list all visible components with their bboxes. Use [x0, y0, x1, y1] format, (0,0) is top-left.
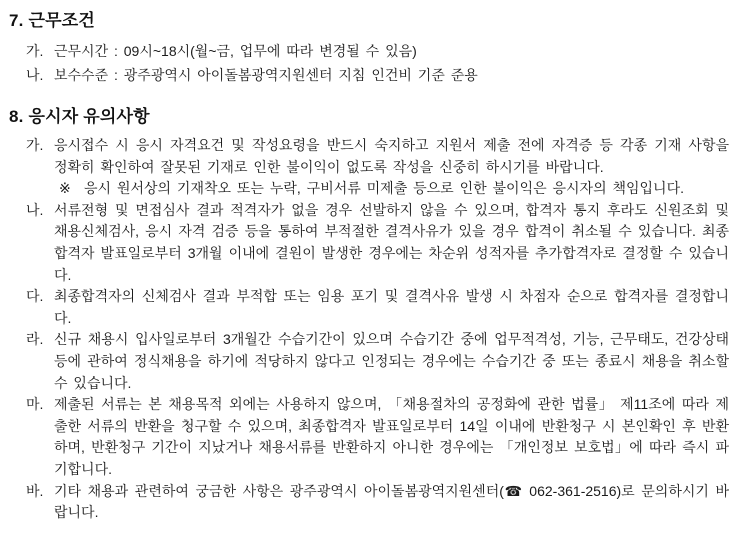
section-heading: 7. 근무조건: [9, 11, 95, 30]
item-text: 서류전형 및 면접심사 결과 적격자가 없을 경우 선발하지 않을 수 있으며, 합격자 통지 후라도 신원조회 및 채용신체검사, 응시 자격 검증 등을 통하여 부적절한 결격사유가 있을 경우 합격이 취소될 수 있습니다. 최종합격자 발표일로부터 3개월 이내에 결원이 발생한 경우에는 차순위 성적자를 추가합격자로 결정할 수 있습니다.: [54, 201, 729, 283]
section-heading: 8. 응시자 유의사항: [9, 107, 150, 126]
item-label: 바.: [26, 482, 44, 499]
list-item: [26, 135, 729, 200]
item-label: 다.: [26, 288, 44, 305]
item-text: 응시접수 시 응시 자격요건 및 작성요령을 반드시 숙지하고 지원서 제출 전에 자격증 등 각종 기재 사항을 정확히 확인하여 잘못된 기재로 인한 불이익이 없도록 작성을 신중히 하시기를 바랍니다.: [54, 137, 729, 175]
list-item: [26, 200, 729, 286]
item-label: 나.: [26, 201, 44, 218]
item-label: 마.: [26, 396, 44, 413]
list-item: [26, 63, 729, 87]
section-item-list: [9, 39, 729, 87]
list-item: [26, 286, 729, 329]
item-text: 제출된 서류는 본 채용목적 외에는 사용하지 않으며, 「채용절차의 공정화에 관한 법률」 제11조에 따라 제출한 서류의 반환을 청구할 수 있으며, 최종합격자 발표일로부터 14일 이내에 반환청구 시 본인확인 후 반환하며, 반환청구 기간이 지났거나 채용서류를 반환하지 아니한 경우에는 「개인정보 보호법」에 따라 즉시 파기합니다.: [54, 396, 729, 477]
reference-mark-icon: ※: [59, 180, 71, 197]
list-item: [26, 394, 729, 480]
item-text: 보수수준 : 광주광역시 아이돌봄광역지원센터 지침 인건비 기준 준용: [54, 67, 478, 83]
item-text: 최종합격자의 신체검사 결과 부적합 또는 임용 포기 및 결격사유 발생 시 차점자 순으로 합격자를 결정합니다.: [54, 288, 729, 326]
item-note: [59, 178, 729, 200]
section-8: [9, 106, 729, 524]
note-text: 응시 원서상의 기재착오 또는 누락, 구비서류 미제출 등으로 인한 불이익은 응시자의 책임입니다.: [84, 180, 684, 197]
item-text: 근무시간 : 09시~18시(월~금, 업무에 따라 변경될 수 있음): [54, 43, 417, 59]
document-body: [9, 10, 729, 524]
item-text: 기타 채용과 관련하여 궁금한 사항은 광주광역시 아이돌봄광역지원센터(☎ 062-361-2516)로 문의하시기 바랍니다.: [54, 482, 729, 521]
item-text: 신규 채용시 입사일로부터 3개월간 수습기간이 있으며 수습기간 중에 업무적격성, 기능, 근무태도, 건강상태 등에 관하여 정식채용을 하기에 적당하지 않다고 인정되는 경우에는 수습기간 중 또는 종료시 채용을 취소할 수 있습니다.: [54, 331, 729, 391]
section-item-list: [9, 135, 729, 524]
item-label: 나.: [26, 67, 44, 83]
item-label: 라.: [26, 331, 44, 348]
section-7: [9, 10, 729, 87]
list-item: [26, 329, 729, 394]
item-label: 가.: [26, 43, 44, 59]
list-item: [26, 39, 729, 63]
list-item: [26, 481, 729, 524]
item-label: 가.: [26, 137, 44, 153]
